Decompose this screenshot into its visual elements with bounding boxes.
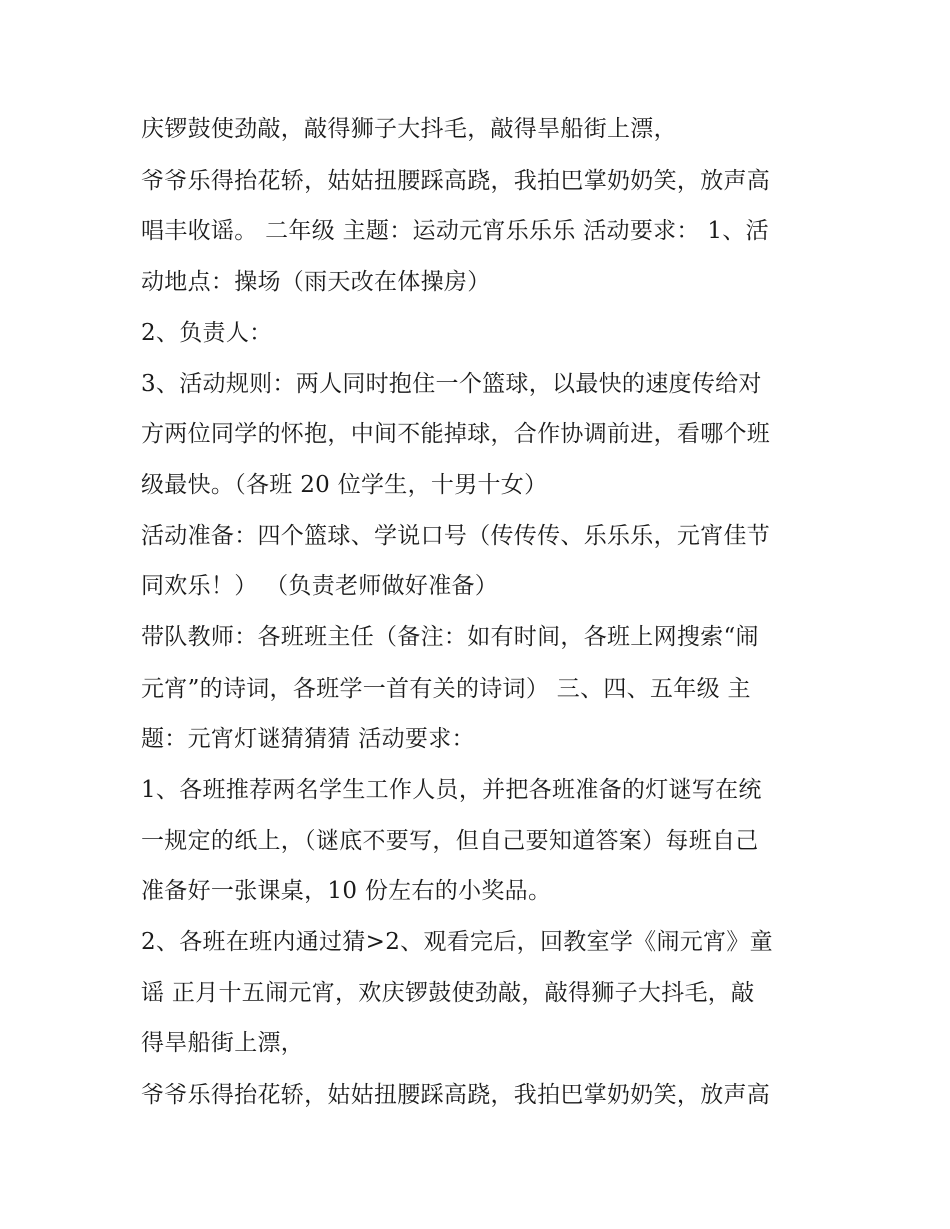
text-line: 活动准备：四个篮球、学说口号（传传传、乐乐乐，元宵佳节: [141, 523, 771, 549]
text-line: 级最快。（各班 20 位学生，十男十女）: [141, 472, 548, 498]
text-line: 一规定的纸上，（谜底不要写，但自己要知道答案）每班自己: [141, 828, 759, 854]
text-line: 3、活动规则：两人同时抱住一个篮球，以最快的速度传给对: [141, 371, 762, 397]
text-line: 谣 正月十五闹元宵，欢庆锣鼓使劲敲，敲得狮子大抖毛，敲: [141, 980, 755, 1006]
text-line: 爷爷乐得抬花轿，姑姑扭腰踩高跷，我拍巴掌奶奶笑，放声高: [141, 168, 771, 194]
text-line: 爷爷乐得抬花轿，姑姑扭腰踩高跷，我拍巴掌奶奶笑，放声高: [141, 1082, 771, 1108]
text-line: 带队教师：各班班主任（备注：如有时间，各班上网搜索“闹: [141, 624, 759, 650]
text-line: 唱丰收谣。 二年级 主题：运动元宵乐乐乐 活动要求： 1、活: [141, 218, 769, 244]
text-line: 得旱船街上漂，: [141, 1030, 305, 1056]
text-line: 1、各班推荐两名学生工作人员，并把各班准备的灯谜写在统: [141, 777, 762, 803]
text-line: 元宵”的诗词，各班学一首有关的诗词） 三、四、五年级 主: [141, 676, 751, 702]
text-line: 2、各班在班内通过猜>2、观看完后，回教室学《闹元宵》童: [141, 929, 773, 955]
text-line: 方两位同学的怀抱，中间不能掉球，合作协调前进，看哪个班: [141, 421, 771, 447]
text-line: 庆锣鼓使劲敲，敲得狮子大抖毛，敲得旱船街上漂，: [141, 116, 677, 142]
text-line: 题：元宵灯谜猜猜猜 活动要求：: [141, 726, 475, 752]
text-line: 2、负责人：: [141, 320, 273, 346]
text-line: 动地点：操场（雨天改在体操房）: [141, 269, 491, 295]
text-line: 同欢乐！） （负责老师做好准备）: [141, 573, 499, 599]
text-line: 准备好一张课桌，10 份左右的小奖品。: [141, 878, 552, 904]
